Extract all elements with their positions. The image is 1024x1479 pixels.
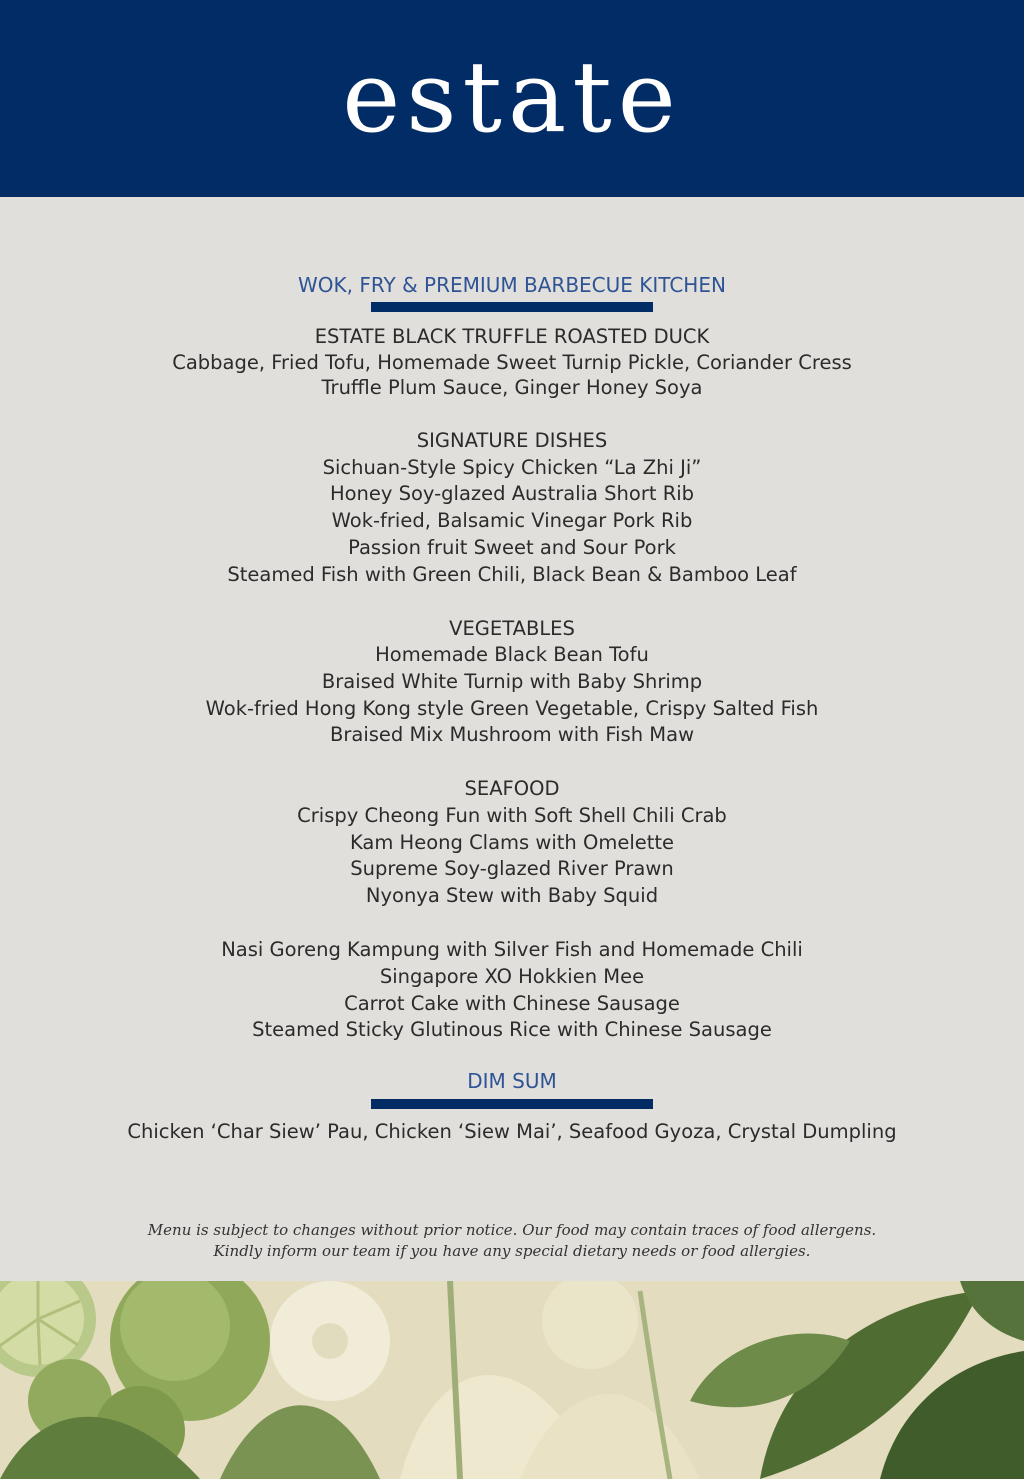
dish-item: Sichuan-Style Spicy Chicken “La Zhi Ji” [322, 456, 702, 479]
dish-item: Carrot Cake with Chinese Sausage [344, 992, 680, 1015]
dish-item: Supreme Soy-glazed River Prawn [350, 857, 674, 880]
dish-item: Homemade Black Bean Tofu [375, 643, 649, 666]
category-heading-signature: SIGNATURE DISHES [416, 429, 608, 452]
dish-item: Steamed Sticky Glutinous Rice with Chinese Sausage [252, 1018, 772, 1041]
dish-item: Kam Heong Clams with Omelette [349, 831, 675, 854]
dish-description: Truffle Plum Sauce, Ginger Honey Soya [321, 376, 703, 399]
dish-item: Crispy Cheong Fun with Soft Shell Chili Crab [297, 804, 727, 827]
disclaimer-line: Menu is subject to changes without prior notice. Our food may contain traces of food allergens. [147, 1221, 877, 1239]
category-heading-seafood: SEAFOOD [464, 777, 560, 800]
section-title-wok-kitchen: WOK, FRY & PREMIUM BARBECUE KITCHEN [298, 273, 726, 297]
botanical-illustration [0, 1281, 1024, 1479]
dish-item: Nasi Goreng Kampung with Silver Fish and Homemade Chili [221, 938, 803, 961]
section-title-dim-sum: DIM SUM [467, 1069, 557, 1093]
dish-item: Braised Mix Mushroom with Fish Maw [329, 723, 695, 746]
dish-item: Honey Soy-glazed Australia Short Rib [329, 482, 695, 505]
dish-item: Nyonya Stew with Baby Squid [365, 884, 659, 907]
dish-description: Cabbage, Fried Tofu, Homemade Sweet Turnip Pickle, Coriander Cress [172, 351, 852, 374]
dish-heading: ESTATE BLACK TRUFFLE ROASTED DUCK [314, 325, 710, 348]
dish-item: Wok-fried Hong Kong style Green Vegetable, Crispy Salted Fish [205, 697, 819, 720]
dish-item: Braised White Turnip with Baby Shrimp [321, 670, 703, 693]
dim-sum-items: Chicken ‘Char Siew’ Pau, Chicken ‘Siew Mai’, Seafood Gyoza, Crystal Dumpling [127, 1120, 897, 1143]
disclaimer-line: Kindly inform our team if you have any special dietary needs or food allergies. [213, 1242, 811, 1260]
dish-item: Singapore XO Hokkien Mee [379, 965, 645, 988]
section-divider [371, 302, 653, 312]
header-banner [0, 0, 1024, 197]
section-divider [371, 1099, 653, 1109]
dish-item: Steamed Fish with Green Chili, Black Bean & Bamboo Leaf [227, 563, 797, 586]
dish-item: Passion fruit Sweet and Sour Pork [348, 536, 676, 559]
dish-item: Wok-fried, Balsamic Vinegar Pork Rib [331, 509, 693, 532]
estate-logo: estate [342, 41, 682, 155]
category-heading-vegetables: VEGETABLES [449, 617, 575, 640]
